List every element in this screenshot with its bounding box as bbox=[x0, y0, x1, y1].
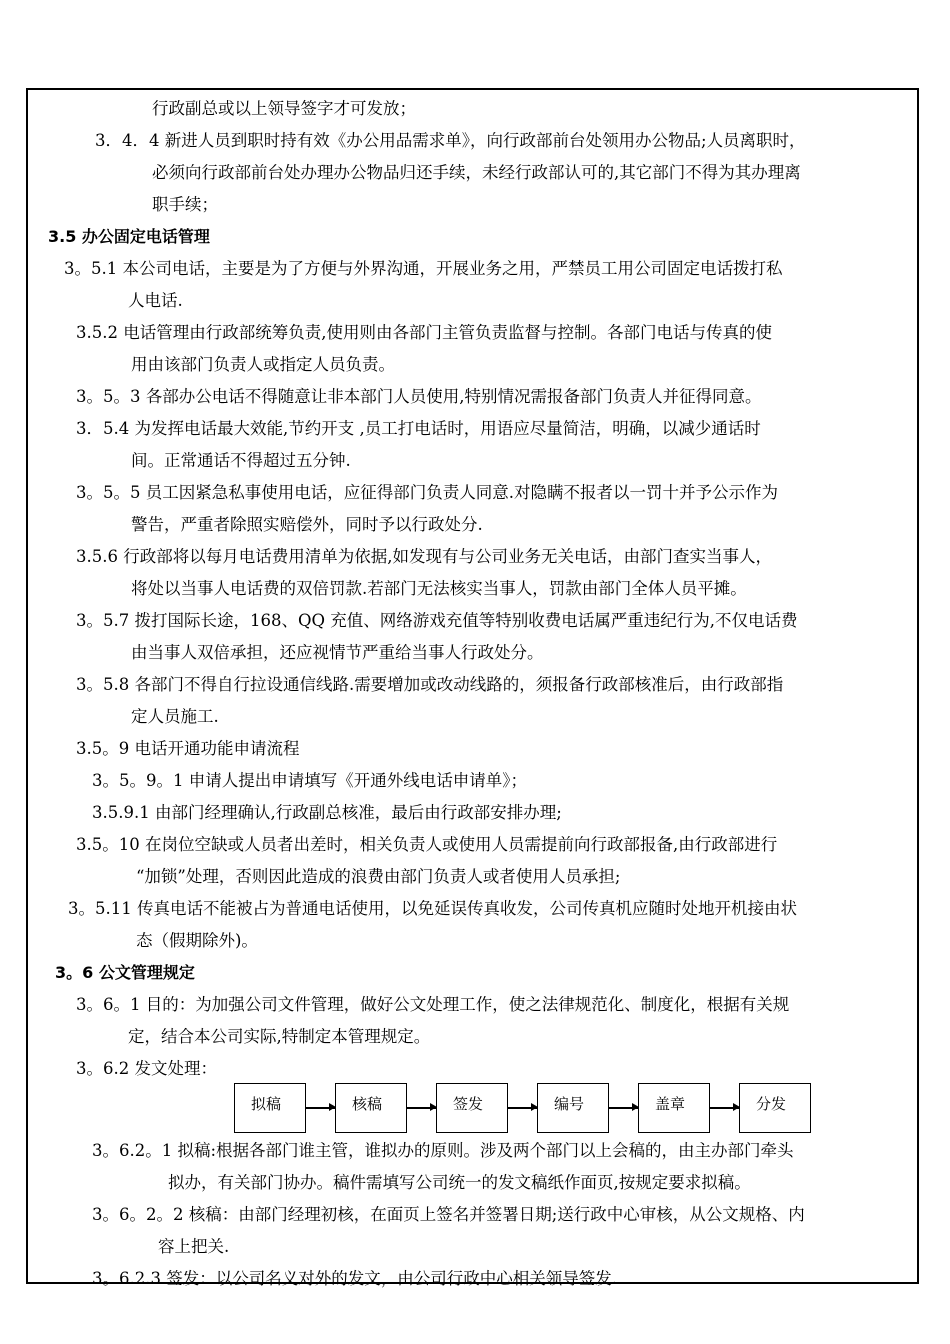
text-line: 3。6.2。1 拟稿:根据各部门谁主管，谁拟办的原则。涉及两个部门以上会稿的，由主办部门牵头 bbox=[92, 1141, 794, 1160]
text-line: 3。5。5 员工因紧急私事使用电话，应征得部门负责人同意.对隐瞒不报者以一罚十并予公示作为 bbox=[76, 483, 778, 502]
flow-step-sign: 签发 bbox=[436, 1083, 508, 1133]
text-line: 警告，严重者除照实赔偿外，同时予以行政处分. bbox=[131, 515, 483, 534]
flow-step-distribute: 分发 bbox=[739, 1083, 811, 1133]
text-line: 职手续； bbox=[152, 195, 218, 214]
text-line: 3。5.1 本公司电话，主要是为了方便与外界沟通，开展业务之用，严禁员工用公司固定电话拨打私 bbox=[64, 259, 783, 278]
flow-step-seal: 盖章 bbox=[638, 1083, 710, 1133]
text-line: 3。5.11 传真电话不能被占为普通电话使用，以免延误传真收发，公司传真机应随时处地开机接由状 bbox=[68, 899, 797, 918]
text-line: 3.5。10 在岗位空缺或人员者出差时，相关负责人或使用人员需提前向行政部报备,由行政部进行 bbox=[76, 835, 778, 854]
text-line: 行政副总或以上领导签字才可发放； bbox=[152, 99, 416, 118]
text-line: 由当事人双倍承担，还应视情节严重给当事人行政处分。 bbox=[131, 643, 544, 662]
text-line: 容上把关. bbox=[158, 1237, 230, 1256]
text-line: “加锁”处理，否则因此造成的浪费由部门负责人或者使用人员承担; bbox=[136, 867, 621, 886]
text-line: 3.5.9.1 由部门经理确认,行政副总核准，最后由行政部安排办理; bbox=[92, 803, 562, 822]
text-line: 将处以当事人电话费的双倍罚款.若部门无法核实当事人，罚款由部门全体人员平摊。 bbox=[131, 579, 747, 598]
text-line: 间。正常通话不得超过五分钟. bbox=[131, 451, 351, 470]
flow-arrow bbox=[306, 1107, 335, 1109]
section-heading: 3.5 办公固定电话管理 bbox=[48, 227, 210, 246]
text-line: 3.5。9 电话开通功能申请流程 bbox=[76, 739, 300, 758]
text-line: 定人员施工. bbox=[131, 707, 219, 726]
document-flowchart bbox=[234, 1083, 814, 1135]
text-line: 3。6。1 目的：为加强公司文件管理，做好公文处理工作，使之法律规范化、制度化，根据有关规 bbox=[76, 995, 790, 1014]
text-line: 3。5。9。1 申请人提出申请填写《开通外线电话申请单》； bbox=[92, 771, 527, 790]
text-line: 用由该部门负责人或指定人员负责。 bbox=[131, 355, 395, 374]
text-line: 3。6。2。2 核稿：由部门经理初核，在面页上签名并签署日期;送行政中心审核，从公文规格、内 bbox=[92, 1205, 805, 1224]
text-line: 3。5.8 各部门不得自行拉设通信线路.需要增加或改动线路的，须报备行政部核准后，由行政部指 bbox=[76, 675, 784, 694]
text-line: 3。6.2 发文处理： bbox=[76, 1059, 217, 1078]
flow-step-draft: 拟稿 bbox=[234, 1083, 306, 1133]
flow-arrow bbox=[609, 1107, 638, 1109]
text-line: 态（假期除外)。 bbox=[136, 931, 258, 950]
text-line: 3．4．4 新进人员到职时持有效《办公用品需求单》，向行政部前台处领用办公物品;人员离职时， bbox=[95, 131, 806, 150]
text-line: 3.5.2 电话管理由行政部统筹负责,使用则由各部门主管负责监督与控制。各部门电话与传真的使 bbox=[76, 323, 772, 342]
text-line: 必须向行政部前台处办理办公物品归还手续，未经行政部认可的,其它部门不得为其办理离 bbox=[152, 163, 801, 182]
flow-step-review: 核稿 bbox=[335, 1083, 407, 1133]
text-line: 拟办，有关部门协办。稿件需填写公司统一的发文稿纸作面页,按规定要求拟稿。 bbox=[168, 1173, 751, 1192]
text-line: 3。5。3 各部办公电话不得随意让非本部门人员使用,特别情况需报备部门负责人并征得同意。 bbox=[76, 387, 762, 406]
text-line: 人电话. bbox=[128, 291, 183, 310]
text-line: 定，结合本公司实际,特制定本管理规定。 bbox=[128, 1027, 431, 1046]
flow-arrow bbox=[710, 1107, 739, 1109]
flow-step-number: 编号 bbox=[537, 1083, 609, 1133]
text-line: 3.5.6 行政部将以每月电话费用清单为依据,如发现有与公司业务无关电话，由部门查实当事人， bbox=[76, 547, 772, 566]
flow-arrow bbox=[508, 1107, 537, 1109]
text-line: 3．5.4 为发挥电话最大效能,节约开支 ,员工打电话时，用语应尽量简洁，明确，以减少通话时 bbox=[76, 419, 761, 438]
section-heading: 3。6 公文管理规定 bbox=[55, 963, 195, 982]
text-line: 3。6.2.3 签发：以公司名义对外的发文，由公司行政中心相关领导签发. bbox=[92, 1269, 617, 1288]
flow-arrow bbox=[407, 1107, 436, 1109]
text-line: 3。5.7 拨打国际长途，168、QQ 充值、网络游戏充值等特别收费电话属严重违纪行为,不仅电话费 bbox=[76, 611, 798, 630]
